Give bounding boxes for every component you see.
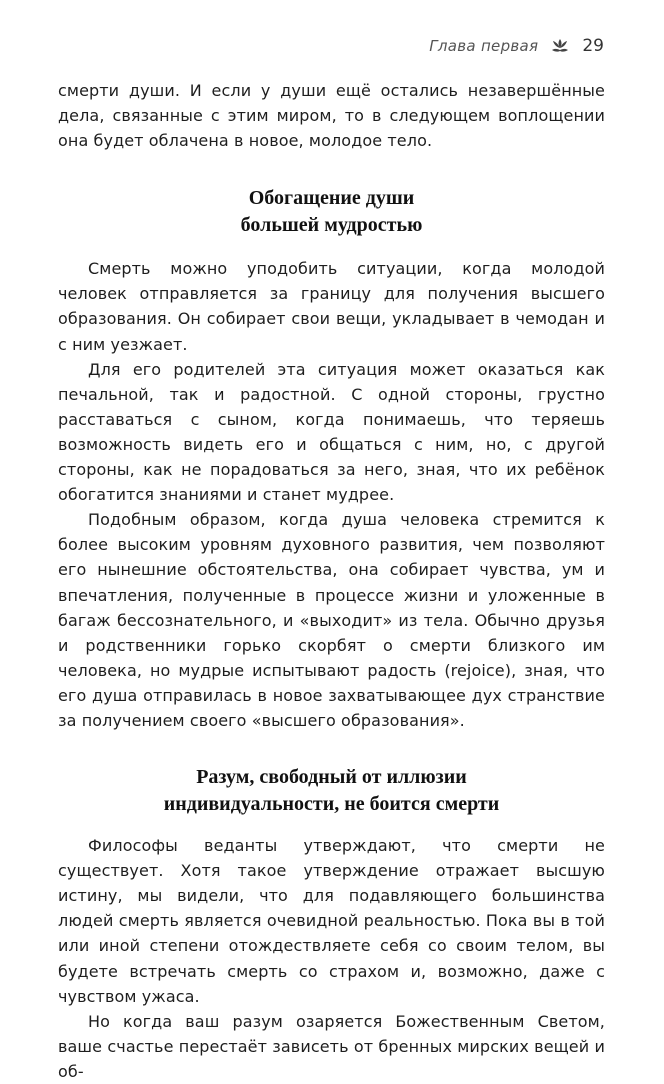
section-heading-mind-free xyxy=(58,764,605,818)
heading-line: большей мудростью xyxy=(240,214,423,237)
heading-line: Обогащение души xyxy=(248,187,415,210)
heading-line: индивидуальности, не боится смерти xyxy=(163,793,500,816)
page-body xyxy=(58,78,605,1084)
heading-line: Разум, свободный от иллюзии xyxy=(196,766,467,789)
running-header xyxy=(429,36,604,56)
paragraph: Но когда ваш разум озаряется Божественным Светом, ваше счастье перестаёт зависеть от бренных мирских вещей и об- xyxy=(58,1011,605,1081)
intro-paragraph: смерти души. И если у души ещё остались незавершённые дела, связанные с этим миром, то в следующем воплощении она будет облачена в новое, молодое тело. xyxy=(58,81,605,151)
paragraph: Для его родителей эта ситуация может оказаться как печальной, так и радостной. С одной стороны, грустно расставаться с сыном, когда понимаешь, что теряешь возможность видеть его и общаться с ним, но, с другой стороны, как не порадоваться за него, зная, что их ребёнок обогатится знаниями и станет мудрее. xyxy=(58,359,605,505)
chapter-title: Глава первая xyxy=(429,37,539,55)
lotus-icon xyxy=(550,38,570,54)
paragraph: Смерть можно уподобить ситуации, когда молодой человек отправляется за границу для получения высшего образования. Он собирает свои вещи, укладывает в чемодан и с ним уезжает. xyxy=(58,259,605,354)
section-heading-soul-enrichment xyxy=(58,185,605,239)
page-number: 29 xyxy=(582,36,604,56)
paragraph: Философы веданты утверждают, что смерти не существует. Хотя такое утверждение отражает высшую истину, мы видели, что для подавляющего большинства людей смерть является очевидной реальностью. Пока вы в той или иной степени отождествляете себя со своим телом, вы будете встречать смерть со страхом и, возможно, даже с чувством ужаса. xyxy=(58,836,605,1006)
paragraph: Подобным образом, когда душа человека стремится к более высоким уровням духовного развития, чем позволяют его нынешние обстоятельства, она собирает чувства, ум и впечатления, полученные в процессе жизни и уложенные в багаж бессознательного, и «выходит» из тела. Обычно друзья и родственники горько скорбят о смерти близкого им человека, но мудрые испытывают радость (rejoice), зная, что его душа отправилась в новое захватывающее дух странствие за получением своего «высшего образования». xyxy=(58,510,605,730)
